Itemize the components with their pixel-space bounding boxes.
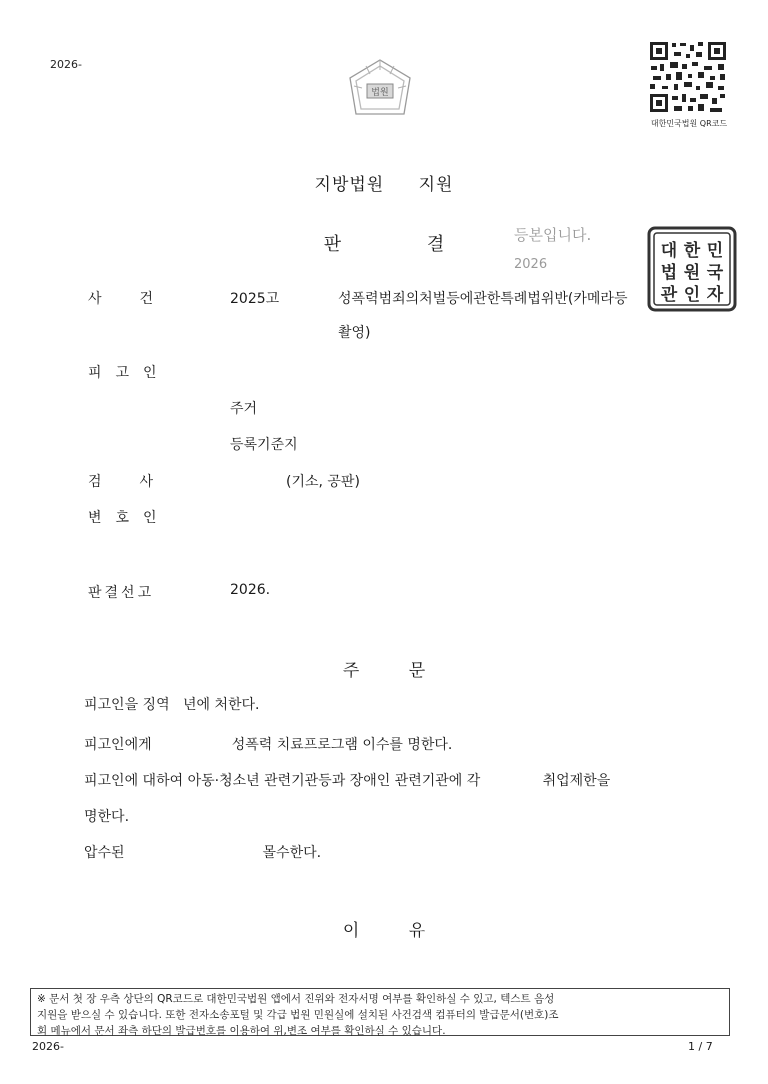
prosecutor-note: (기소, 공판) (286, 474, 360, 490)
case-number: 2025고 (230, 291, 280, 307)
svg-text:한: 한 (683, 241, 701, 261)
svg-text:인: 인 (683, 285, 701, 305)
order-line: 피고인을 징역 년에 처한다. (84, 697, 260, 713)
order-line: 피고인에게 성폭력 치료프로그램 이수를 명한다. (84, 737, 453, 753)
case-name-line2: 촬영) (338, 325, 371, 341)
svg-text:대: 대 (660, 241, 678, 261)
svg-text:법원: 법원 (371, 88, 389, 98)
registration-label: 등록기준지 (230, 437, 298, 453)
prosecutor-label: 검사 (88, 474, 192, 490)
order-line: 명한다. (84, 809, 130, 825)
page-number: 1 / 7 (688, 1040, 713, 1053)
notice-line3: 회 메뉴에서 문서 좌측 하단의 발급번호를 이용하여 위,변조 여부를 확인하실 수 있습니다. (37, 1025, 446, 1037)
qr-caption: 대한민국법원 QR코드 (650, 119, 728, 128)
court-name (0, 170, 768, 195)
court-name-part2: 지원 (418, 175, 454, 195)
residence-label: 주거 (230, 401, 258, 417)
court-emblem-icon (346, 56, 414, 122)
reasons-heading-char1: 이 (342, 921, 360, 941)
case-label: 사건 (88, 291, 192, 307)
svg-text:법: 법 (660, 263, 678, 283)
order-heading-char2: 문 (408, 661, 426, 681)
qr-code-icon[interactable] (648, 40, 728, 114)
official-seal-icon (647, 226, 737, 312)
court-name-part1: 지방법원 (314, 175, 385, 195)
defendant-label: 피고인 (88, 365, 171, 381)
order-heading (0, 656, 768, 681)
svg-text:자: 자 (706, 285, 724, 305)
svg-text:국: 국 (706, 263, 724, 283)
order-line: 피고인에 대하여 아동·청소년 관련기관등과 장애인 관련기관에 각 취업제한을 (84, 773, 611, 789)
title-char2: 결 (426, 234, 445, 255)
verification-notice (30, 988, 730, 1036)
sentencing-label: 판결선고 (88, 585, 155, 601)
document-number: 2026- (50, 58, 82, 71)
footer-document-number: 2026- (32, 1040, 64, 1053)
copy-stamp-line2: 2026 (514, 257, 548, 272)
svg-text:민: 민 (706, 241, 724, 261)
defense-label: 변호인 (88, 510, 171, 526)
reasons-heading-char2: 유 (408, 921, 426, 941)
reasons-heading (0, 916, 768, 941)
svg-text:원: 원 (683, 263, 701, 283)
order-heading-char1: 주 (342, 661, 360, 681)
title-char1: 판 (323, 234, 342, 255)
order-line: 압수된 몰수한다. (84, 845, 322, 861)
sentencing-date: 2026. (230, 582, 271, 598)
copy-stamp-line1: 등본입니다. (514, 226, 592, 244)
svg-text:관: 관 (660, 285, 678, 305)
notice-line1: ※ 문서 첫 장 우측 상단의 QR코드로 대한민국법원 앱에서 진위와 전자서명 여부를 확인하실 수 있고, 텍스트 음성 (37, 993, 555, 1005)
certified-copy-stamp (514, 220, 591, 280)
notice-line2: 지원을 받으실 수 있습니다. 또한 전자소송포털 및 각급 법원 민원실에 설치된 사건검색 컴퓨터의 발급문서(번호)조 (37, 1009, 559, 1021)
case-name-line1: 성폭력범죄의처벌등에관한특례법위반(카메라등 (338, 291, 628, 307)
